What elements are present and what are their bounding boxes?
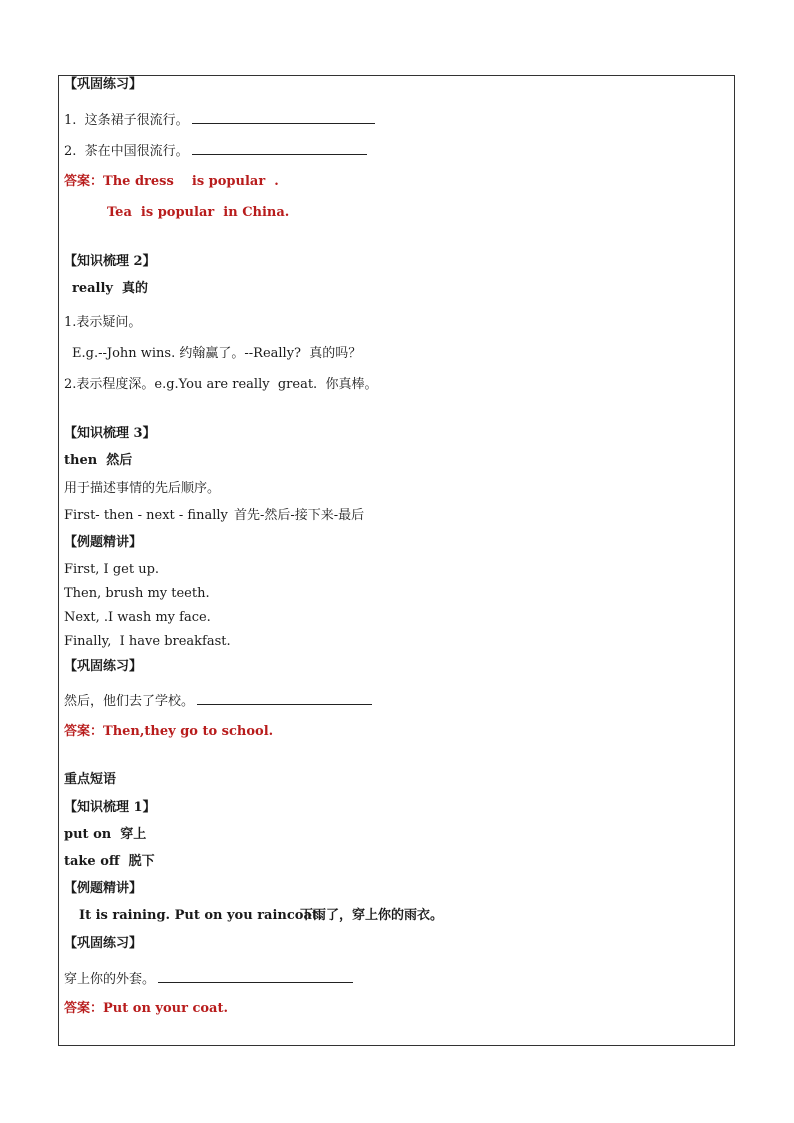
sequence-english: First- then - next - finally xyxy=(64,508,228,523)
practice-question-4: 穿上你的外套。 xyxy=(64,969,353,989)
answer-blank[interactable] xyxy=(158,969,353,983)
practice-question-3: 然后，他们去了学校。 xyxy=(64,691,372,711)
term-really: really 真的 xyxy=(72,281,149,296)
example-line: Then, brush my teeth. xyxy=(64,586,210,601)
answer-line-1: 答案：The dress is popular . xyxy=(64,174,279,189)
question-1: 1. 这条裙子很流行。 xyxy=(64,110,375,130)
example-line: First, I get up. xyxy=(64,562,160,577)
point-2: 2.表示程度深。e.g.You are really great. 你真棒。 xyxy=(64,377,378,392)
example-chinese: 下雨了，穿上你的雨衣。 xyxy=(300,908,444,923)
phrase-take-off: take off 脱下 xyxy=(64,854,155,869)
example-line: Finally, I have breakfast. xyxy=(64,634,231,649)
knowledge-heading-2: 【知识梳理 2】 xyxy=(64,254,156,269)
answer-line-4: 答案：Put on your coat. xyxy=(64,1001,229,1016)
point-1: 1.表示疑问。 xyxy=(64,315,142,330)
practice-heading-3: 【巩固练习】 xyxy=(64,936,143,951)
sequence-chinese: 首先-然后-接下来-最后 xyxy=(234,508,365,523)
example-heading-1: 【例题精讲】 xyxy=(64,535,143,550)
then-description: 用于描述事情的先后顺序。 xyxy=(64,481,221,496)
practice-heading-1: 【巩固练习】 xyxy=(64,77,143,92)
question-2: 2. 茶在中国很流行。 xyxy=(64,141,367,161)
term-then: then 然后 xyxy=(64,453,133,468)
practice-heading-2: 【巩固练习】 xyxy=(64,659,143,674)
knowledge-heading-1: 【知识梳理 1】 xyxy=(64,800,156,815)
answer-blank[interactable] xyxy=(192,141,367,155)
answer-blank[interactable] xyxy=(197,691,372,705)
example-line: Next, .I wash my face. xyxy=(64,610,211,625)
example-heading-2: 【例题精讲】 xyxy=(64,881,143,896)
point-1-example: E.g.--John wins. 约翰赢了。--Really? 真的吗？ xyxy=(72,346,362,361)
answer-blank[interactable] xyxy=(192,110,375,124)
knowledge-heading-3: 【知识梳理 3】 xyxy=(64,426,156,441)
answer-line-2: Tea is popular in China. xyxy=(107,205,290,220)
key-phrases-title: 重点短语 xyxy=(64,772,117,787)
phrase-put-on: put on 穿上 xyxy=(64,827,147,842)
answer-line-3: 答案：Then,they go to school. xyxy=(64,724,274,739)
example-english: It is raining. Put on you raincoat. xyxy=(79,908,323,923)
